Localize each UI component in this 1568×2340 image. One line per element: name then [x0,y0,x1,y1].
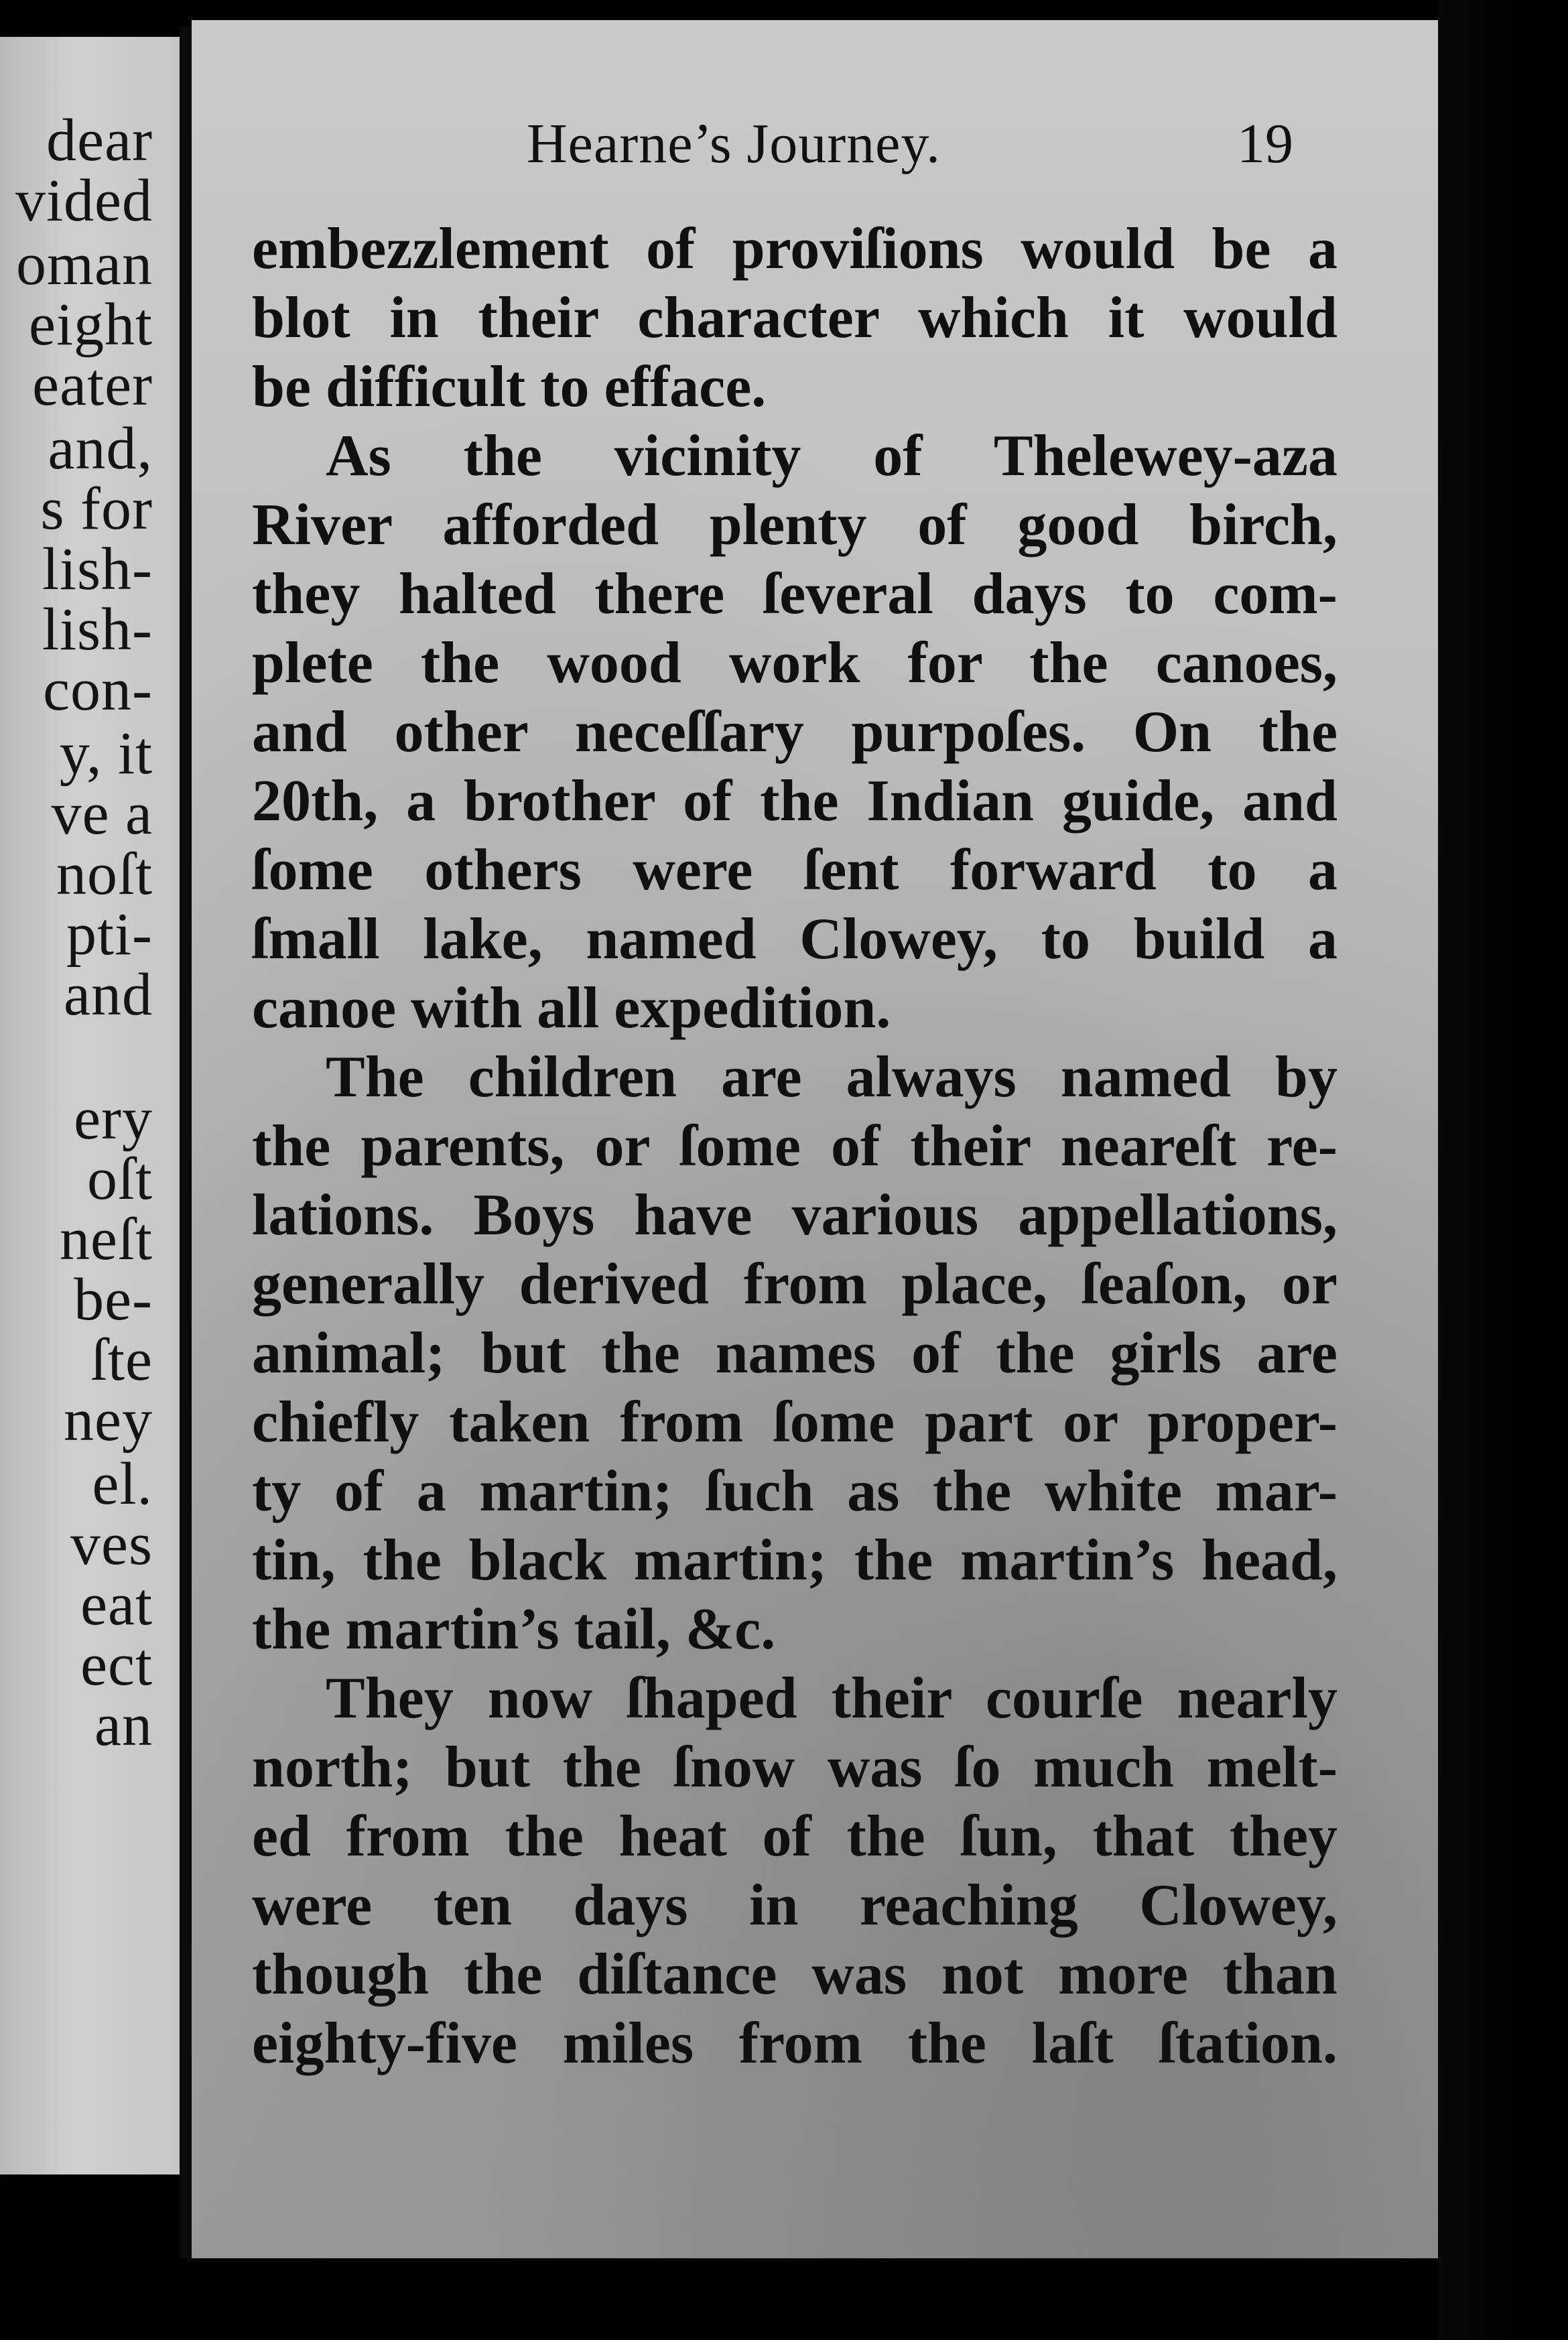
facing-page-line-fragment: ſte [90,1327,153,1393]
facing-page-line-fragment: el. [92,1451,153,1517]
facing-page-line-fragment: y, it [59,720,153,787]
book-page [192,20,1438,2258]
facing-page-line-fragment: ect [80,1632,153,1698]
text-line: canoe with all expedition. [252,976,891,1041]
facing-page-line-fragment: be- [74,1266,153,1333]
text-line: embezzlement of proviſions would be a [252,216,1337,281]
text-line: ſmall lake, named Clowey, to build a [252,907,1337,972]
facing-page-line-fragment: lish- [42,536,153,602]
facing-page-line-fragment: ves [70,1511,153,1577]
text-line: As the vicinity of Thelewey-aza [326,424,1337,489]
facing-page-line-fragment: eat [80,1571,153,1638]
facing-page-line-fragment: and, [48,415,153,482]
facing-page-line-fragment: eater [32,352,153,418]
facing-page-line-fragment: oſt [86,1146,153,1212]
text-line: north; but the ſnow was ſo much melt- [252,1735,1337,1800]
facing-page-line-fragment: ery [74,1086,153,1152]
text-line: chiefly taken from ſome part or proper- [252,1390,1337,1455]
facing-page-line-fragment: dear [46,107,153,174]
facing-page-line-fragment: vided [15,168,153,234]
scan-border [1438,0,1568,2340]
running-title: Hearne’s Journey. [527,113,941,175]
book-gutter [180,27,192,2258]
text-line: River afforded plenty of good birch, [252,493,1337,558]
facing-page-line-fragment: ney [64,1387,153,1453]
text-line: though the diſtance was not more than [252,1942,1337,2007]
facing-page-line-fragment: neſt [60,1206,153,1273]
facing-page-line-fragment: and [64,962,153,1028]
text-line: ed from the heat of the ſun, that they [252,1804,1337,1869]
text-line: plete the wood work for the canoes, [252,631,1337,696]
text-line: the parents, or ſome of their neareſt re- [252,1114,1337,1179]
text-line: ty of a martin; ſuch as the white mar- [252,1459,1337,1524]
facing-page-line-fragment: con- [43,657,153,723]
text-line: ſome others were ſent forward to a [252,838,1337,903]
facing-page-fragment [0,37,180,2174]
facing-page-line-fragment: eight [29,291,153,358]
text-line: and other neceſſary purpoſes. On the [252,700,1337,765]
text-line: 20th, a brother of the Indian guide, and [252,769,1337,834]
running-head [192,107,1438,181]
text-line: the martin’s tail, &c. [252,1597,776,1662]
facing-page-line-fragment: an [94,1692,153,1758]
text-line: they halted there ſeveral days to com- [252,562,1337,627]
facing-page-line-fragment: ve a [51,781,153,847]
text-line: animal; but the names of the girls are [252,1321,1337,1386]
facing-page-line-fragment: oman [16,231,153,298]
text-line: The children are always named by [326,1045,1337,1110]
text-line: be difficult to efface. [252,354,767,419]
page-number: 19 [1237,113,1293,175]
text-line: generally derived from place, ſeaſon, or [252,1252,1337,1317]
text-line: were ten days in reaching Clowey, [252,1873,1337,1938]
text-line: lations. Boys have various appellations, [252,1183,1337,1248]
body-text [252,214,1337,2078]
text-line: tin, the black martin; the martin’s head, [252,1528,1337,1593]
facing-page-line-fragment: lish- [42,596,153,663]
text-line: They now ſhaped their courſe nearly [326,1666,1337,1731]
facing-page-line-fragment: s for [40,476,153,542]
facing-page-line-fragment: pti- [66,901,153,968]
text-line: blot in their character which it would [252,285,1337,350]
text-line: eighty-five miles from the laſt ſtation. [252,2011,1337,2076]
facing-page-line-fragment: noſt [56,841,153,907]
